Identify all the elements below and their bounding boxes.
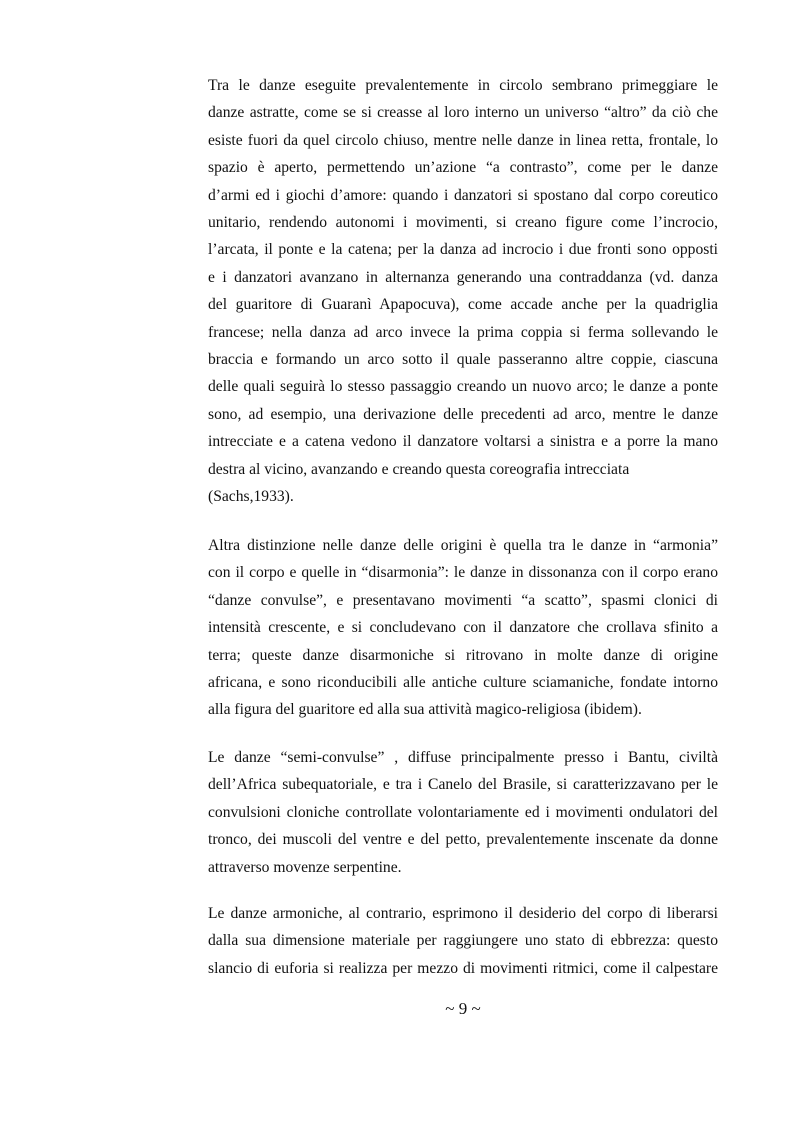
text-line: africana, e sono riconducibili alle antiche culture sciamaniche, fondate intorno: [208, 674, 718, 692]
text-line: danze astratte, come se si creasse al loro interno un universo “altro” da ciò che: [208, 104, 718, 122]
paragraph-circle-and-line-dances: [208, 72, 718, 511]
text-line: intrecciate e a catena vedono il danzatore voltarsi a sinistra e a porre la mano: [208, 433, 718, 451]
text-line: (Sachs,1933).: [208, 488, 294, 506]
text-line: dalla sua dimensione materiale per raggiungere uno stato di ebbrezza: questo: [208, 932, 718, 950]
text-line: intensità crescente, e si concludevano con il danzatore che crollava sfinito a: [208, 619, 718, 637]
text-line: d’armi ed i giochi d’amore: quando i danzatori si spostano dal corpo coreutico: [208, 186, 718, 204]
text-line: convulsioni cloniche controllate volontariamente ed i movimenti ondulatori del: [208, 803, 718, 821]
paragraph-harmonic-dances: [208, 900, 718, 982]
text-line: “danze convulse”, e presentavano movimenti “a scatto”, spasmi clonici di: [208, 591, 718, 609]
text-line: delle quali seguirà lo stesso passaggio creando un nuovo arco; le danze a ponte: [208, 378, 718, 396]
text-line: unitario, rendendo autonomi i movimenti, si creano figure come l’incrocio,: [208, 214, 718, 232]
text-line: alla figura del guaritore ed alla sua attività magico-religiosa (ibidem).: [208, 701, 642, 719]
text-line: spazio è aperto, permettendo un’azione “a contrasto”, come per le danze: [208, 159, 718, 177]
text-line: sono, ad esempio, una derivazione delle precedenti ad arco, mentre le danze: [208, 405, 718, 423]
text-line: francese; nella danza ad arco invece la prima coppia si ferma sollevando le: [208, 323, 718, 341]
text-line: l’arcata, il ponte e la catena; per la danza ad incrocio i due fronti sono opposti: [208, 241, 718, 259]
text-line: destra al vicino, avanzando e creando questa coreografia intrecciata: [208, 460, 630, 478]
text-line: esiste fuori da quel circolo chiuso, mentre nelle danze in linea retta, frontale, lo: [208, 131, 718, 149]
text-line: Le danze armoniche, al contrario, esprimono il desiderio del corpo di liberarsi: [208, 905, 718, 922]
text-line: tronco, dei muscoli del ventre e del petto, prevalentemente inscenate da donne: [208, 831, 718, 849]
page-number: ~ 9 ~: [445, 999, 481, 1018]
text-line: Altra distinzione nelle danze delle origini è quella tra le danze in “armonia”: [208, 537, 718, 554]
paragraph-semi-convulsive-dances: [208, 744, 718, 881]
text-line: terra; queste danze disarmoniche si ritrovano in molte danze di origine: [208, 646, 718, 664]
text-line: slancio di euforia si realizza per mezzo di movimenti ritmici, come il calpestare: [208, 959, 718, 977]
text-line: Tra le danze eseguite prevalentemente in circolo sembrano primeggiare le: [208, 77, 718, 94]
text-line: attraverso movenze serpentine.: [208, 858, 402, 876]
paragraph-harmony-disharmony: [208, 532, 718, 724]
text-line: del guaritore di Guaranì Apapocuva), come accade anche per la quadriglia: [208, 296, 718, 314]
text-line: dell’Africa subequatoriale, e tra i Canelo del Brasile, si caratterizzavano per le: [208, 776, 718, 794]
text-line: braccia e formando un arco sotto il quale passeranno altre coppie, ciascuna: [208, 351, 718, 369]
text-line: con il corpo e quelle in “disarmonia”: le danze in dissonanza con il corpo erano: [208, 564, 718, 582]
text-line: Le danze “semi-convulse” , diffuse principalmente presso i Bantu, civiltà: [208, 749, 718, 766]
text-line: e i danzatori avanzano in alternanza generando una contraddanza (vd. danza: [208, 268, 718, 286]
